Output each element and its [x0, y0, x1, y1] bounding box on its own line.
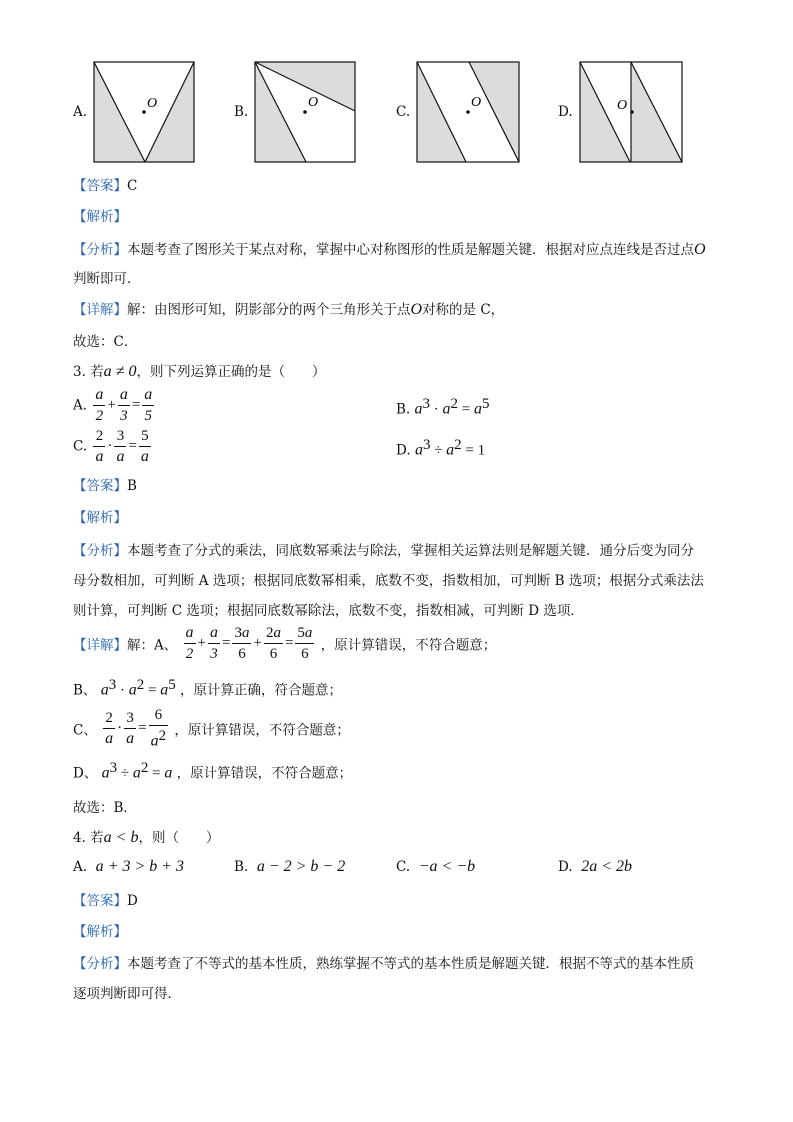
- xiangjie-text: 解：由图形可知，阴影部分的两个三角形关于点: [127, 302, 411, 318]
- q3-fenxi-line-2: 母分数相加，可判断 A 选项；根据同底数幂相乘，底数不变，指数相加，可判断 B 选项；根据分式乘法法: [73, 573, 704, 589]
- fraction: $\frac{2}{a}$: [105, 709, 114, 747]
- q3-fenxi-line-1: [73, 539, 694, 559]
- fenxi-tag: 【分析】: [73, 543, 127, 559]
- line-prefix: B、: [73, 682, 97, 699]
- point-o: O: [410, 301, 423, 318]
- q3-xiangjie-c: C、 $\frac{2}{a}$ · $\frac{3}{a}$ = $\frac{6}{a^2}$ ，原计算错误，不符合题意；: [73, 707, 350, 750]
- q3-stem: [73, 360, 325, 381]
- q4-option-d: [558, 858, 632, 876]
- q3-answer-line: [73, 474, 137, 494]
- fraction: $\frac{2a}{6}$: [265, 625, 281, 662]
- line-suffix: ，原计算错误，不符合题意；: [320, 637, 497, 654]
- option-label: A.: [73, 397, 88, 414]
- fenxi-text: 本题考查了分式的乘法，同底数幂乘法与除法，掌握相关运算法则是解题关键．通分后变为同分: [127, 543, 694, 559]
- option-math: 2a < 2b: [581, 858, 633, 875]
- fraction: $\frac{3}{a}$: [126, 709, 135, 747]
- line-suffix: ，原计算正确，符合题意；: [179, 682, 342, 699]
- figure-option-d: [579, 61, 683, 163]
- conclusion: 故选：C．: [73, 334, 138, 350]
- option-label: C.: [396, 859, 411, 875]
- answer-value: D: [127, 893, 138, 909]
- analysis-tag: 【解析】: [73, 209, 127, 225]
- option-math: a + 3 > b + 3: [95, 858, 185, 875]
- fenxi-text: 本题考查了图形关于某点对称，掌握中心对称图形的性质是解题关键．根据对应点连线是否过点: [127, 242, 694, 258]
- option-label-b: B.: [234, 104, 249, 120]
- stem-text: 4. 若: [73, 830, 104, 846]
- option-label-a: A.: [73, 104, 88, 120]
- fenxi-line-1: [73, 238, 706, 259]
- stem-tail: ，则（ ）: [138, 830, 220, 846]
- fenxi-line-2: 判断即可．: [73, 271, 141, 287]
- fraction: $\frac{6}{a^2}$: [150, 707, 167, 750]
- fraction: $\frac{5a}{6}$: [297, 625, 313, 662]
- stem-condition: a < b: [103, 829, 139, 846]
- fenxi-tag: 【分析】: [73, 956, 127, 972]
- q4-fenxi-line-1: [73, 952, 694, 972]
- center-point: [142, 110, 146, 114]
- fraction: $\frac{3}{a}$: [116, 428, 125, 465]
- fraction: $\frac{3a}{6}$: [234, 625, 250, 662]
- line-suffix: ，原计算错误，不符合题意；: [174, 722, 350, 739]
- fraction: $\frac{2}{a}$: [95, 428, 104, 465]
- stem-condition: a ≠ 0: [103, 363, 137, 380]
- q4-answer-line: [73, 889, 138, 909]
- fraction: $\frac{a}{2}$: [95, 386, 104, 424]
- line-prefix: D、: [73, 765, 98, 782]
- q3-xiangjie-b: B、 $a^3 \cdot a^2 = a^5$ ，原计算正确，符合题意；: [73, 677, 342, 699]
- q3-xiangjie-a: 【详解】解：A、 $\frac{a}{2}$ + $\frac{a}{3}$ = $\frac{3a}{6}$ + $\frac{2a}{6}$ = $\frac{5a}{6}$ ，原计算错误，不符合题意；: [73, 624, 497, 662]
- answer-tag: 【答案】: [73, 178, 127, 194]
- answer-value: C: [127, 178, 138, 194]
- fenxi-text: 本题考查了不等式的基本性质，熟练掌握不等式的基本性质是解题关键．根据不等式的基本性质: [127, 956, 694, 972]
- center-point: [466, 110, 470, 114]
- q4-option-b: [234, 858, 345, 876]
- q3-xiangjie-d: D、 $a^3 \div a^2 = a$ ，原计算错误，不符合题意；: [73, 760, 353, 782]
- center-point: [630, 110, 634, 114]
- center-label: O: [308, 95, 319, 110]
- xiangjie-tag: 【详解】: [73, 302, 127, 318]
- q3-option-c: C. $\frac{2}{a}$ · $\frac{3}{a}$ = $\frac{5}{a}$: [73, 428, 149, 465]
- xiangjie-text-2: 对称的是 C，: [422, 302, 505, 318]
- q4-fenxi-line-2: 逐项判断即可得．: [73, 986, 181, 1002]
- q4-stem: [73, 826, 219, 847]
- q3-analysis-tag: 【解析】: [73, 510, 127, 526]
- option-label-c: C.: [396, 104, 411, 120]
- q3-option-d: D. $a^3 \div a^2 = 1$: [396, 437, 486, 459]
- option-math: a − 2 > b − 2: [256, 858, 346, 875]
- fraction: $\frac{a}{3}$: [210, 624, 219, 662]
- figure-option-b: [254, 61, 356, 163]
- option-label: C.: [73, 438, 88, 455]
- option-label-d: D.: [558, 104, 573, 120]
- answer-line: [73, 174, 137, 194]
- q3-option-b: B. $a^3 \cdot a^2 = a^5$: [396, 396, 490, 418]
- line-prefix: C、: [73, 722, 97, 739]
- option-label: D.: [396, 442, 411, 459]
- q4-option-c: [396, 858, 475, 876]
- xiangjie-line: [73, 298, 504, 319]
- fraction: $\frac{a}{5}$: [144, 386, 153, 424]
- q3-option-a: A. $\frac{a}{2}$ + $\frac{a}{3}$ = $\frac{a}{5}$: [73, 386, 153, 424]
- q3-conclusion: 故选：B．: [73, 800, 137, 816]
- figure-option-c: [416, 61, 520, 163]
- option-label: B.: [396, 401, 411, 418]
- answer-value: B: [127, 478, 137, 494]
- xiangjie-tag: 【详解】: [73, 637, 127, 654]
- answer-tag: 【答案】: [73, 893, 127, 909]
- q3-fenxi-line-3: 则计算，可判断 C 选项；根据同底数幂除法，底数不变，指数相减，可判断 D 选项．: [73, 603, 584, 619]
- option-label: A.: [73, 859, 88, 875]
- answer-tag: 【答案】: [73, 478, 127, 494]
- fenxi-tag: 【分析】: [73, 242, 127, 258]
- line-prefix: 解：A、: [127, 637, 178, 654]
- figure-option-a: [93, 61, 195, 163]
- option-label: B.: [234, 859, 249, 875]
- stem-text: 3. 若: [73, 364, 104, 380]
- center-label: O: [147, 96, 158, 111]
- option-math: −a < −b: [418, 858, 476, 875]
- q4-analysis-tag: 【解析】: [73, 924, 127, 940]
- q4-option-a: [73, 858, 184, 876]
- fraction: $\frac{5}{a}$: [140, 428, 149, 465]
- center-label: O: [471, 95, 482, 110]
- point-o: O: [694, 241, 706, 258]
- option-label: D.: [558, 859, 573, 875]
- fraction: $\frac{a}{3}$: [119, 386, 128, 424]
- fraction: $\frac{a}{2}$: [185, 624, 194, 662]
- center-point: [303, 110, 307, 114]
- center-label: O: [617, 98, 628, 113]
- line-suffix: ，原计算错误，不符合题意；: [176, 765, 353, 782]
- stem-tail: ，则下列运算正确的是（ ）: [136, 364, 326, 380]
